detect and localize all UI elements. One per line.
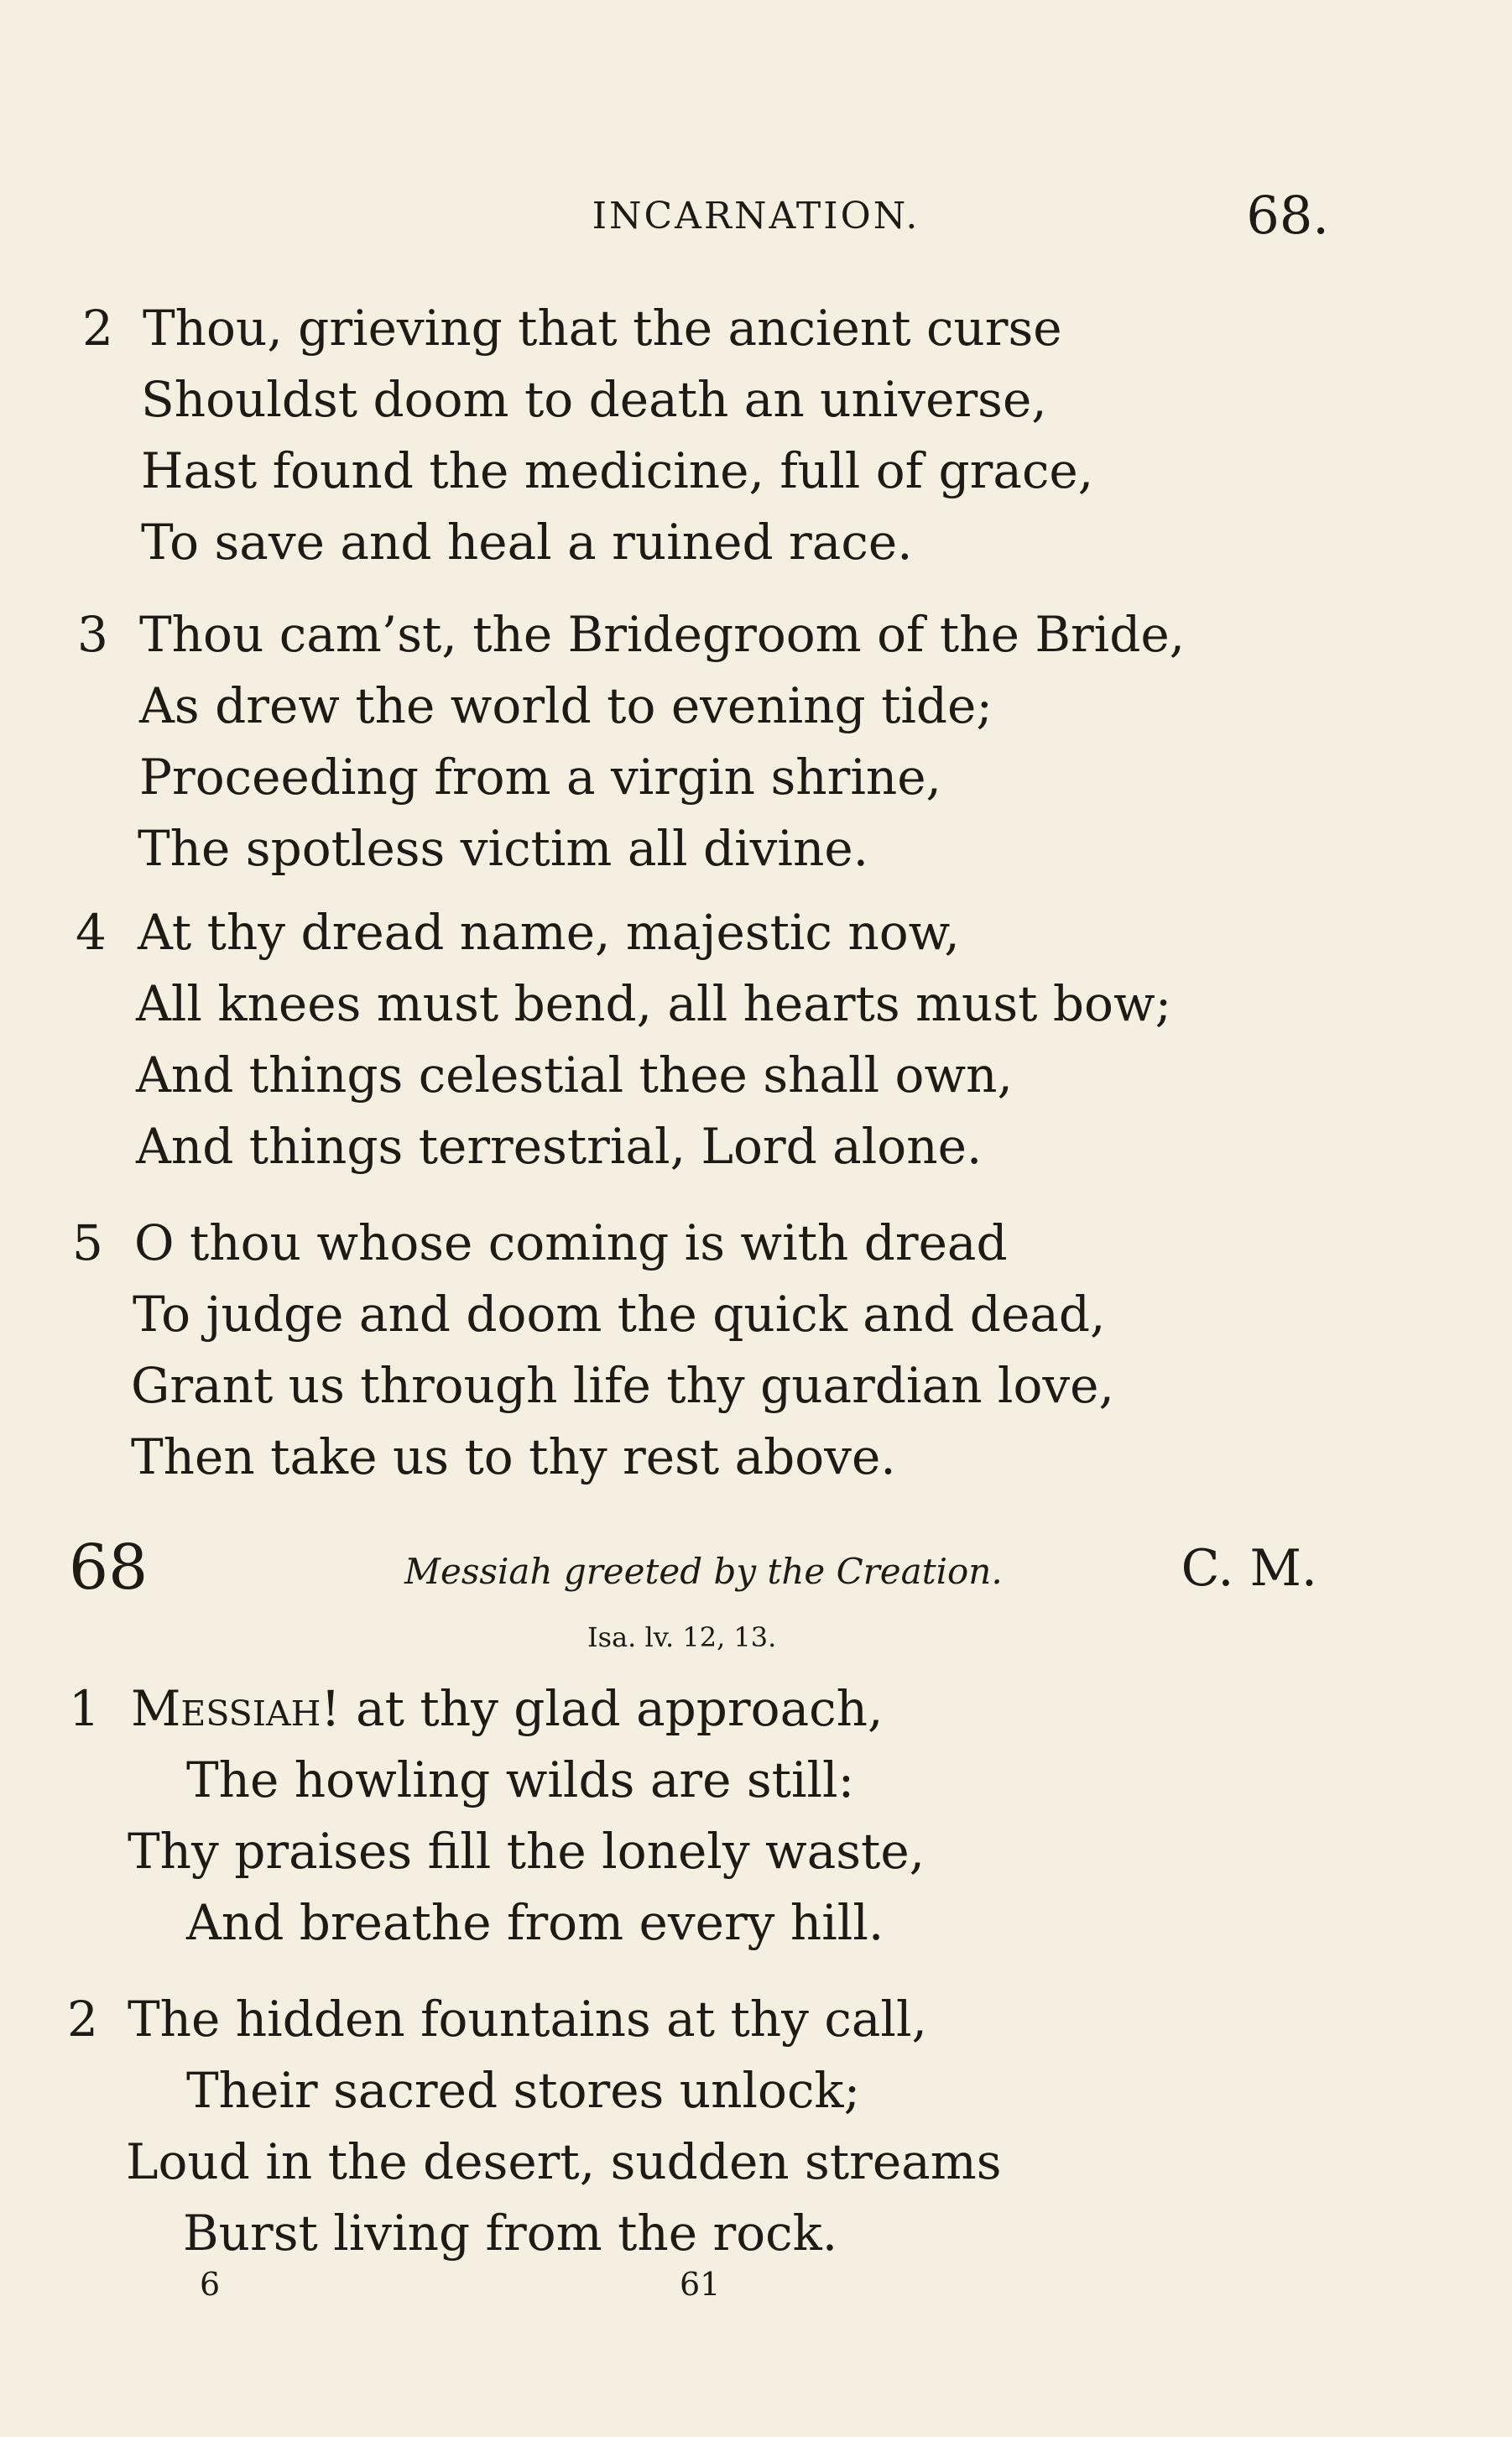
first-word: Messiah <box>131 1680 321 1737</box>
verse-line: And things celestial thee shall own, <box>136 1046 1013 1104</box>
stanza-number: 2 <box>67 1991 98 2048</box>
verse-line: To save and heal a ruined race. <box>141 514 913 571</box>
verse-line <box>131 1680 884 1737</box>
verse-line: And things terrestrial, Lord alone. <box>136 1118 983 1175</box>
verse-line: Thou cam’st, the Bridegroom of the Bride, <box>139 606 1186 663</box>
verse-line: Burst living from the rock. <box>183 2205 838 2262</box>
scripture-reference: Isa. lv. 12, 13. <box>587 1621 777 1653</box>
verse-line: The hidden fountains at thy call, <box>128 1991 927 2048</box>
signature-mark: 61 <box>680 2266 721 2303</box>
hymn-meter: C. M. <box>1181 1539 1317 1598</box>
verse-line: Thy praises fill the lonely waste, <box>128 1823 925 1880</box>
running-header: INCARNATION. <box>592 195 920 237</box>
verse-line: Hast found the medicine, full of grace, <box>141 442 1094 499</box>
verse-line: The howling wilds are still: <box>186 1751 855 1808</box>
stanza-number: 5 <box>72 1214 103 1271</box>
hymn-title: Messiah greeted by the Creation. <box>404 1551 1003 1592</box>
stanza-number: 3 <box>77 606 108 663</box>
signature-mark: 6 <box>200 2266 221 2303</box>
stanza-number: 2 <box>82 300 113 357</box>
verse-line: Thou, grieving that the ancient curse <box>143 300 1062 357</box>
verse-line: At thy dread name, majestic now, <box>138 904 960 961</box>
verse-line: All knees must bend, all hearts must bow; <box>136 975 1172 1032</box>
verse-line-rest: ! at thy glad approach, <box>321 1680 884 1737</box>
stanza-number: 4 <box>76 904 107 961</box>
stanza-number: 1 <box>69 1680 100 1737</box>
verse-line: Their sacred stores unlock; <box>186 2062 861 2119</box>
verse-line: Shouldst doom to death an universe, <box>141 371 1047 428</box>
verse-line: Grant us through life thy guardian love, <box>131 1357 1114 1414</box>
verse-line: Proceeding from a virgin shrine, <box>139 749 941 806</box>
verse-line: O thou whose coming is with dread <box>134 1214 1008 1271</box>
page-number: 68. <box>1246 185 1329 246</box>
verse-line: Then take us to thy rest above. <box>131 1428 896 1485</box>
hymn-number: 68 <box>69 1532 149 1604</box>
verse-line: The spotless victim all divine. <box>138 820 869 877</box>
verse-line: And breathe from every hill. <box>186 1894 884 1951</box>
verse-line: Loud in the desert, sudden streams <box>126 2133 1002 2190</box>
verse-line: As drew the world to evening tide; <box>139 677 993 734</box>
verse-line: To judge and doom the quick and dead, <box>133 1286 1106 1343</box>
